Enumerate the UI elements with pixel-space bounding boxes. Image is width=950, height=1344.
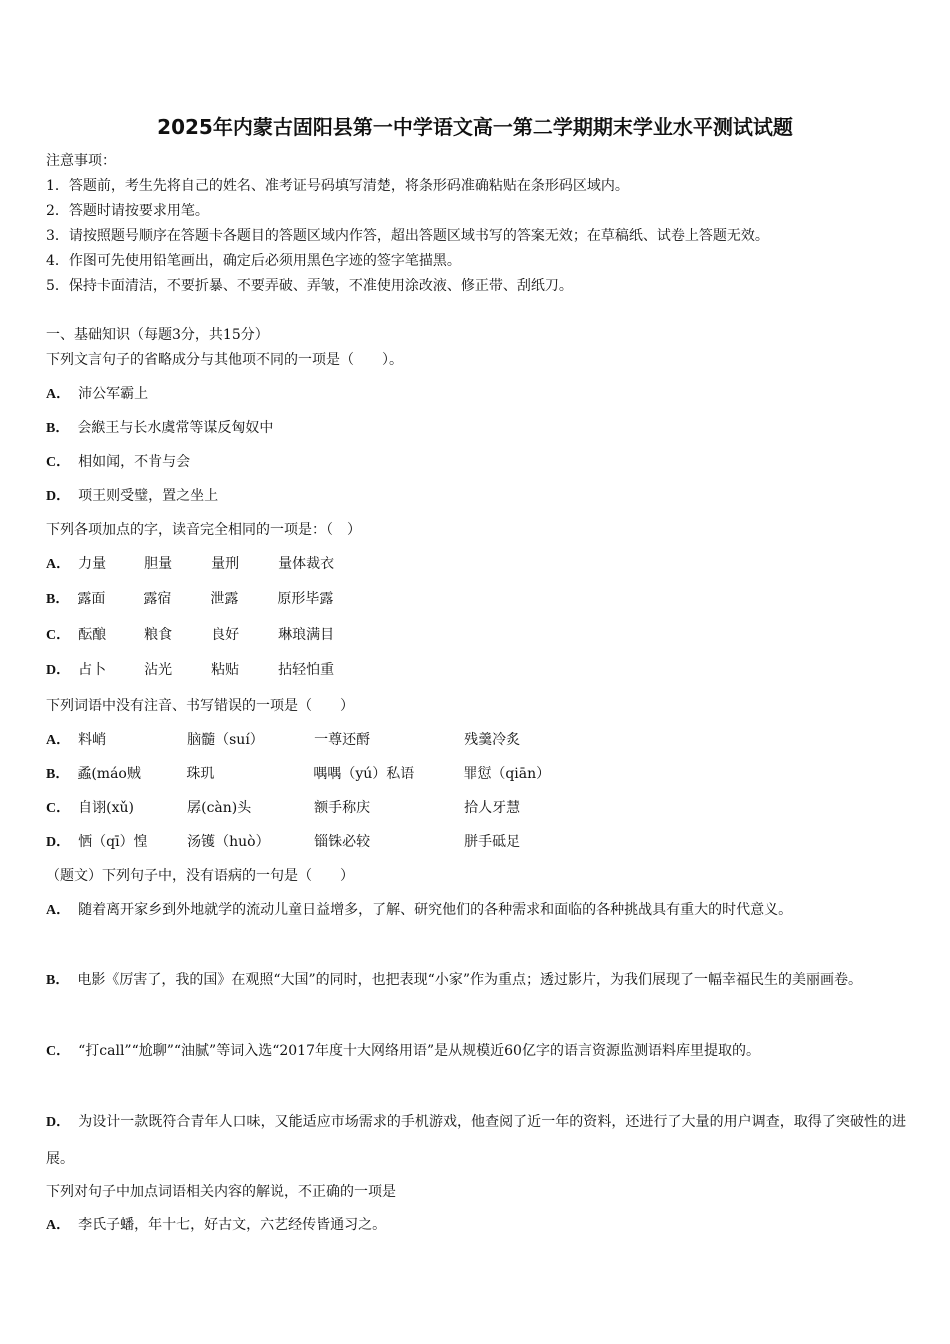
option-word: 良好 [211, 627, 240, 643]
option-word: 泄露 [210, 591, 239, 607]
option-a [46, 730, 520, 751]
notice-item: 1．答题前，考生先将自己的姓名、准考证号码填写清楚，将条形码准确粘贴在条形码区域内。 [46, 178, 629, 194]
option-d [46, 832, 520, 853]
option-label: C． [46, 628, 71, 643]
option-word: 锱铢必较 [314, 834, 371, 850]
option-a [46, 554, 334, 575]
option-b [46, 418, 273, 439]
option-word: 占卜 [78, 662, 107, 678]
option-word: 蟊(máo贼 [77, 766, 141, 782]
option-text: 为设计一款既符合青年人口味，又能适应市场需求的手机游戏，他查阅了近一年的资料，还进行了大量的用户调查，取得了突破性的进展。 [46, 1114, 906, 1167]
option-text: “打call”“尬聊”“油腻”等词入选“2017年度十大网络用语”是从规模近60亿字的语言资源监测语料库里提取的。 [78, 1043, 760, 1059]
option-b [46, 962, 906, 999]
option-label: A． [46, 557, 71, 572]
option-word: 孱(càn)头 [187, 800, 252, 816]
option-word: 胼手砥足 [464, 834, 521, 850]
section-heading: 一、基础知识（每题3分，共15分） [46, 327, 269, 343]
option-word: 罪愆（qiān） [463, 766, 551, 782]
option-word: 一尊还酹 [314, 732, 371, 748]
option-d [46, 486, 218, 507]
option-b [46, 764, 550, 785]
option-word: 额手称庆 [314, 800, 371, 816]
option-word: 力量 [78, 556, 107, 572]
option-a [46, 1215, 386, 1236]
option-label: B． [46, 592, 70, 607]
option-word: 粘贴 [211, 662, 240, 678]
option-label: B． [46, 421, 70, 436]
option-word: 拾人牙慧 [464, 800, 521, 816]
option-word: 露宿 [143, 591, 172, 607]
option-label: D． [46, 1115, 71, 1130]
question-stem: （题文）下列句子中，没有语病的一句是（ ） [46, 868, 354, 884]
option-label: D． [46, 663, 71, 678]
option-c [46, 625, 334, 646]
notice-item: 4．作图可先使用铅笔画出，确定后必须用黑色字迹的签字笔描黑。 [46, 253, 461, 269]
option-label: C． [46, 1044, 71, 1059]
option-word: 沾光 [144, 662, 173, 678]
page-title: 2025年内蒙古固阳县第一中学语文高一第二学期期末学业水平测试试题 [157, 115, 793, 139]
option-word: 拈轻怕重 [278, 662, 335, 678]
option-label: A． [46, 1218, 71, 1233]
option-word: 露面 [77, 591, 106, 607]
option-label: C． [46, 801, 71, 816]
option-text: 项王则受璧，置之坐上 [78, 488, 219, 504]
option-word: 量刑 [211, 556, 240, 572]
option-c [46, 798, 520, 819]
notice-item: 2．答题时请按要求用笔。 [46, 203, 209, 219]
option-word: 珠玑 [186, 766, 215, 782]
option-word: 原形毕露 [277, 591, 334, 607]
option-d [46, 1104, 906, 1177]
option-word: 胆量 [144, 556, 173, 572]
notice-item: 3．请按照题号顺序在答题卡各题目的答题区域内作答，超出答题区域书写的答案无效；在草稿纸、试卷上答题无效。 [46, 228, 769, 244]
option-word: 汤镬（huò） [187, 834, 270, 850]
option-text: 李氏子蟠，年十七，好古文，六艺经传皆通习之。 [78, 1217, 387, 1233]
option-b [46, 589, 333, 610]
option-label: A． [46, 903, 71, 918]
option-c [46, 452, 190, 473]
option-word: 料峭 [78, 732, 107, 748]
option-label: B． [46, 973, 70, 988]
notice-heading: 注意事项： [46, 153, 116, 169]
option-label: A． [46, 733, 71, 748]
option-word: 量体裁衣 [278, 556, 335, 572]
option-label: B． [46, 767, 70, 782]
option-d [46, 660, 334, 681]
question-stem: 下列文言句子的省略成分与其他项不同的一项是（ ）。 [46, 352, 403, 368]
option-word: 琳琅满目 [278, 627, 335, 643]
option-label: D． [46, 835, 71, 850]
option-c [46, 1033, 906, 1070]
option-text: 沛公军霸上 [78, 386, 149, 402]
option-word: 酝酿 [78, 627, 107, 643]
question-stem: 下列各项加点的字，读音完全相同的一项是：（ ） [46, 522, 361, 538]
option-word: 喁喁（yú）私语 [313, 766, 415, 782]
notice-item: 5．保持卡面清洁，不要折暴、不要弄破、弄皱，不准使用涂改液、修正带、刮纸刀。 [46, 278, 573, 294]
option-text: 会緱王与长水虞常等谋反匈奴中 [77, 420, 274, 436]
option-text: 电影《厉害了，我的国》在观照“大国”的同时，也把表现“小家”作为重点；透过影片，为我们展现了一幅幸福民生的美丽画卷。 [77, 972, 862, 988]
option-word: 自诩(xǔ) [78, 800, 134, 816]
option-word: 残羹冷炙 [464, 732, 521, 748]
option-word: 粮食 [144, 627, 173, 643]
option-a [46, 892, 906, 929]
option-text: 相如闻，不肯与会 [78, 454, 191, 470]
question-stem: 下列对句子中加点词语相关内容的解说，不正确的一项是 [46, 1184, 396, 1200]
option-word: 脑髓（suí） [187, 732, 264, 748]
option-label: D． [46, 489, 71, 504]
option-label: A． [46, 387, 71, 402]
option-word: 恓（qī）惶 [78, 834, 148, 850]
option-text: 随着离开家乡到外地就学的流动儿童日益增多，了解、研究他们的各种需求和面临的各种挑战具有重大的时代意义。 [78, 902, 793, 918]
question-stem: 下列词语中没有注音、书写错误的一项是（ ） [46, 698, 354, 714]
option-label: C． [46, 455, 71, 470]
option-a [46, 384, 148, 405]
